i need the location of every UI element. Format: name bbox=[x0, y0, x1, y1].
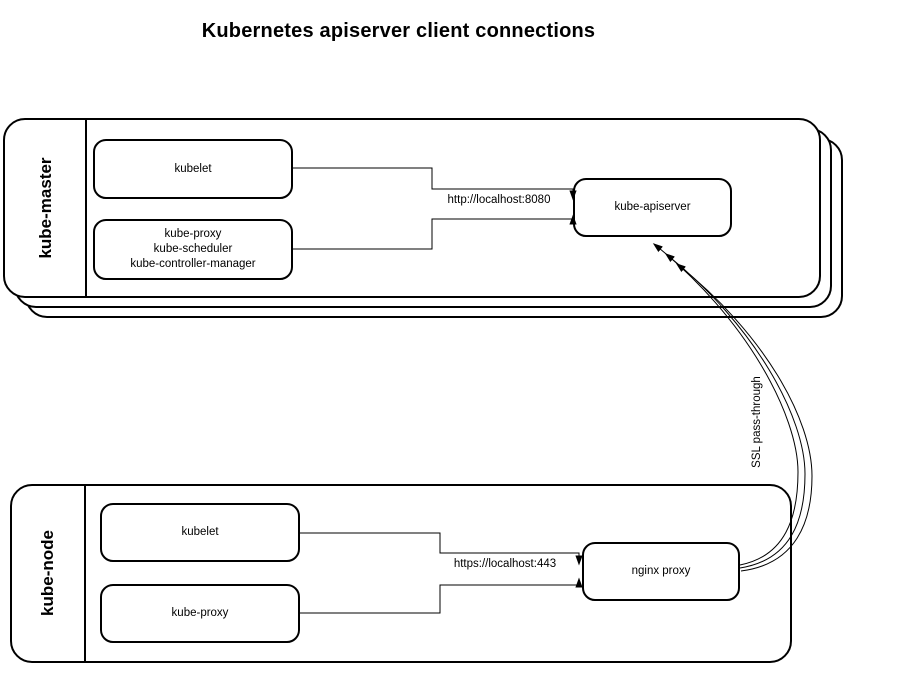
ssl-passthrough-label: SSL pass-through bbox=[751, 376, 763, 468]
node-kubelet-box bbox=[100, 503, 300, 562]
master-services-box bbox=[93, 219, 293, 280]
page-title: Kubernetes apiserver client connections bbox=[201, 20, 596, 42]
node-label: kube-node bbox=[38, 530, 57, 616]
apiserver-label: kube-apiserver bbox=[614, 201, 691, 214]
master-divider bbox=[85, 118, 87, 298]
nginx-proxy-box bbox=[582, 542, 740, 601]
master-service-label: kube-scheduler bbox=[153, 243, 233, 256]
master-service-label: kube-controller-manager bbox=[130, 257, 256, 270]
node-proxy-label: kube-proxy bbox=[171, 607, 229, 620]
connection-label-http: http://localhost:8080 bbox=[447, 194, 551, 206]
nginx-proxy-label: nginx proxy bbox=[631, 565, 691, 578]
connection-label-https: https://localhost:443 bbox=[453, 558, 557, 570]
node-kubelet-label: kubelet bbox=[181, 526, 219, 539]
node-divider bbox=[84, 484, 86, 663]
master-kubelet-label: kubelet bbox=[174, 162, 212, 175]
node-proxy-box bbox=[100, 584, 300, 643]
master-kubelet-box bbox=[93, 139, 293, 199]
master-label: kube-master bbox=[36, 157, 55, 259]
master-service-label: kube-proxy bbox=[164, 228, 222, 241]
apiserver-box bbox=[573, 178, 732, 237]
